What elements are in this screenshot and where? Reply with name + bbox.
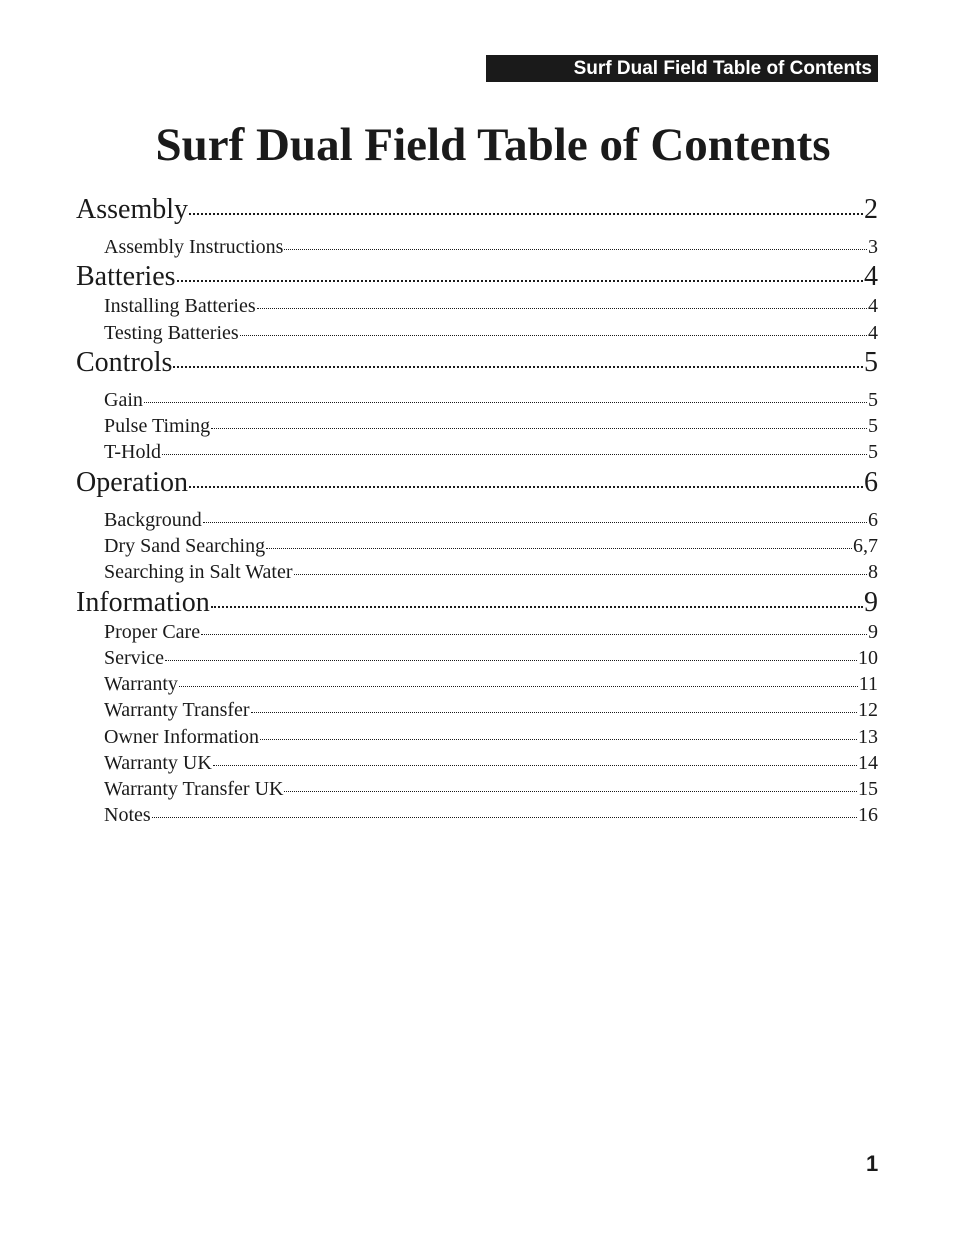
dot-leader	[189, 486, 863, 488]
dot-leader	[211, 606, 863, 608]
toc-page-number: 5	[868, 441, 878, 463]
toc-entry-warranty-transfer-uk[interactable]	[104, 778, 878, 801]
toc-section-information[interactable]	[76, 587, 878, 619]
dot-leader	[201, 634, 867, 635]
toc-entry-label: Proper Care	[104, 621, 201, 643]
toc-entry-label: Warranty	[104, 673, 178, 695]
dot-leader	[152, 817, 857, 818]
toc-section-batteries[interactable]	[76, 261, 878, 293]
toc-entry-label: T-Hold	[104, 441, 162, 463]
dot-leader	[257, 308, 867, 309]
toc-entry-warranty-uk[interactable]	[104, 752, 878, 775]
toc-page-number: 10	[858, 647, 878, 669]
dot-leader	[177, 280, 863, 282]
toc-entry-label: Pulse Timing	[104, 415, 211, 437]
toc-page-number: 3	[868, 236, 878, 258]
toc-section-label: Information	[76, 587, 210, 618]
toc-entry-installing-batteries[interactable]	[104, 295, 878, 318]
dot-leader	[294, 574, 867, 575]
toc-entry-dry-sand-searching[interactable]	[104, 535, 878, 558]
toc-page-number: 5	[868, 389, 878, 411]
toc-page-number: 16	[858, 804, 878, 826]
toc-entry-background[interactable]	[104, 509, 878, 532]
toc-section-label: Operation	[76, 467, 188, 498]
toc-page-number: 6,7	[853, 535, 878, 557]
dot-leader	[203, 522, 867, 523]
header-tab: Surf Dual Field Table of Contents	[486, 55, 878, 82]
toc-entry-warranty-transfer[interactable]	[104, 699, 878, 722]
toc-entry-label: Gain	[104, 389, 143, 411]
dot-leader	[179, 686, 858, 687]
toc-entry-owner-information[interactable]	[104, 726, 878, 749]
dot-leader	[211, 428, 867, 429]
toc-page-number: 13	[858, 726, 878, 748]
toc-page-number: 5	[868, 415, 878, 437]
footer-page-number: 1	[866, 1151, 879, 1176]
dot-leader	[173, 366, 863, 368]
toc-page-number: 4	[868, 322, 878, 344]
toc-entry-label: Assembly Instructions	[104, 236, 284, 258]
toc-page-number: 4	[864, 261, 878, 292]
toc-section-label: Assembly	[76, 194, 188, 225]
dot-leader	[165, 660, 857, 661]
toc-entry-t-hold[interactable]	[104, 441, 878, 464]
dot-leader	[189, 213, 863, 215]
dot-leader	[284, 249, 867, 250]
toc-entry-label: Service	[104, 647, 164, 669]
dot-leader	[144, 402, 867, 403]
toc-page-number: 9	[868, 621, 878, 643]
toc-page-number: 4	[868, 295, 878, 317]
toc-entry-pulse-timing[interactable]	[104, 415, 878, 438]
toc-entry-gain[interactable]	[104, 389, 878, 412]
dot-leader	[213, 765, 857, 766]
toc-section-label: Batteries	[76, 261, 176, 292]
toc-entry-label: Notes	[104, 804, 151, 826]
toc-entry-service[interactable]	[104, 647, 878, 670]
dot-leader	[284, 791, 857, 792]
dot-leader	[240, 335, 867, 336]
toc-page-number: 9	[864, 587, 878, 618]
toc-entry-label: Background	[104, 509, 202, 531]
dot-leader	[251, 712, 857, 713]
toc-page-number: 5	[864, 347, 878, 378]
toc-page-number: 12	[858, 699, 878, 721]
toc-entry-label: Testing Batteries	[104, 322, 239, 344]
toc-entry-label: Dry Sand Searching	[104, 535, 266, 557]
toc-entry-label: Owner Information	[104, 726, 259, 748]
toc-section-operation[interactable]	[76, 467, 878, 499]
toc-entry-label: Warranty Transfer	[104, 699, 250, 721]
toc-entry-label: Warranty UK	[104, 752, 212, 774]
toc-entry-notes[interactable]	[104, 804, 878, 827]
toc-entry-assembly-instructions[interactable]	[104, 236, 878, 259]
dot-leader	[260, 739, 857, 740]
toc-page-number: 14	[858, 752, 878, 774]
toc-section-assembly[interactable]	[76, 194, 878, 226]
toc-page-number: 6	[864, 467, 878, 498]
toc-entry-proper-care[interactable]	[104, 621, 878, 644]
page-title: Surf Dual Field Table of Contents	[155, 119, 831, 171]
toc-section-label: Controls	[76, 347, 173, 378]
toc-section-controls[interactable]	[76, 347, 878, 379]
toc-entry-label: Searching in Salt Water	[104, 561, 293, 583]
toc-entry-label: Installing Batteries	[104, 295, 256, 317]
dot-leader	[266, 548, 852, 549]
toc-entry-searching-in-salt-water[interactable]	[104, 561, 878, 584]
toc-entry-testing-batteries[interactable]	[104, 322, 878, 345]
toc-entry-warranty[interactable]	[104, 673, 878, 696]
toc-page-number: 15	[858, 778, 878, 800]
toc-page-number: 2	[864, 194, 878, 225]
toc-entry-label: Warranty Transfer UK	[104, 778, 284, 800]
dot-leader	[162, 454, 867, 455]
toc-page-number: 11	[858, 673, 878, 695]
toc-page-number: 8	[868, 561, 878, 583]
toc-page-number: 6	[868, 509, 878, 531]
